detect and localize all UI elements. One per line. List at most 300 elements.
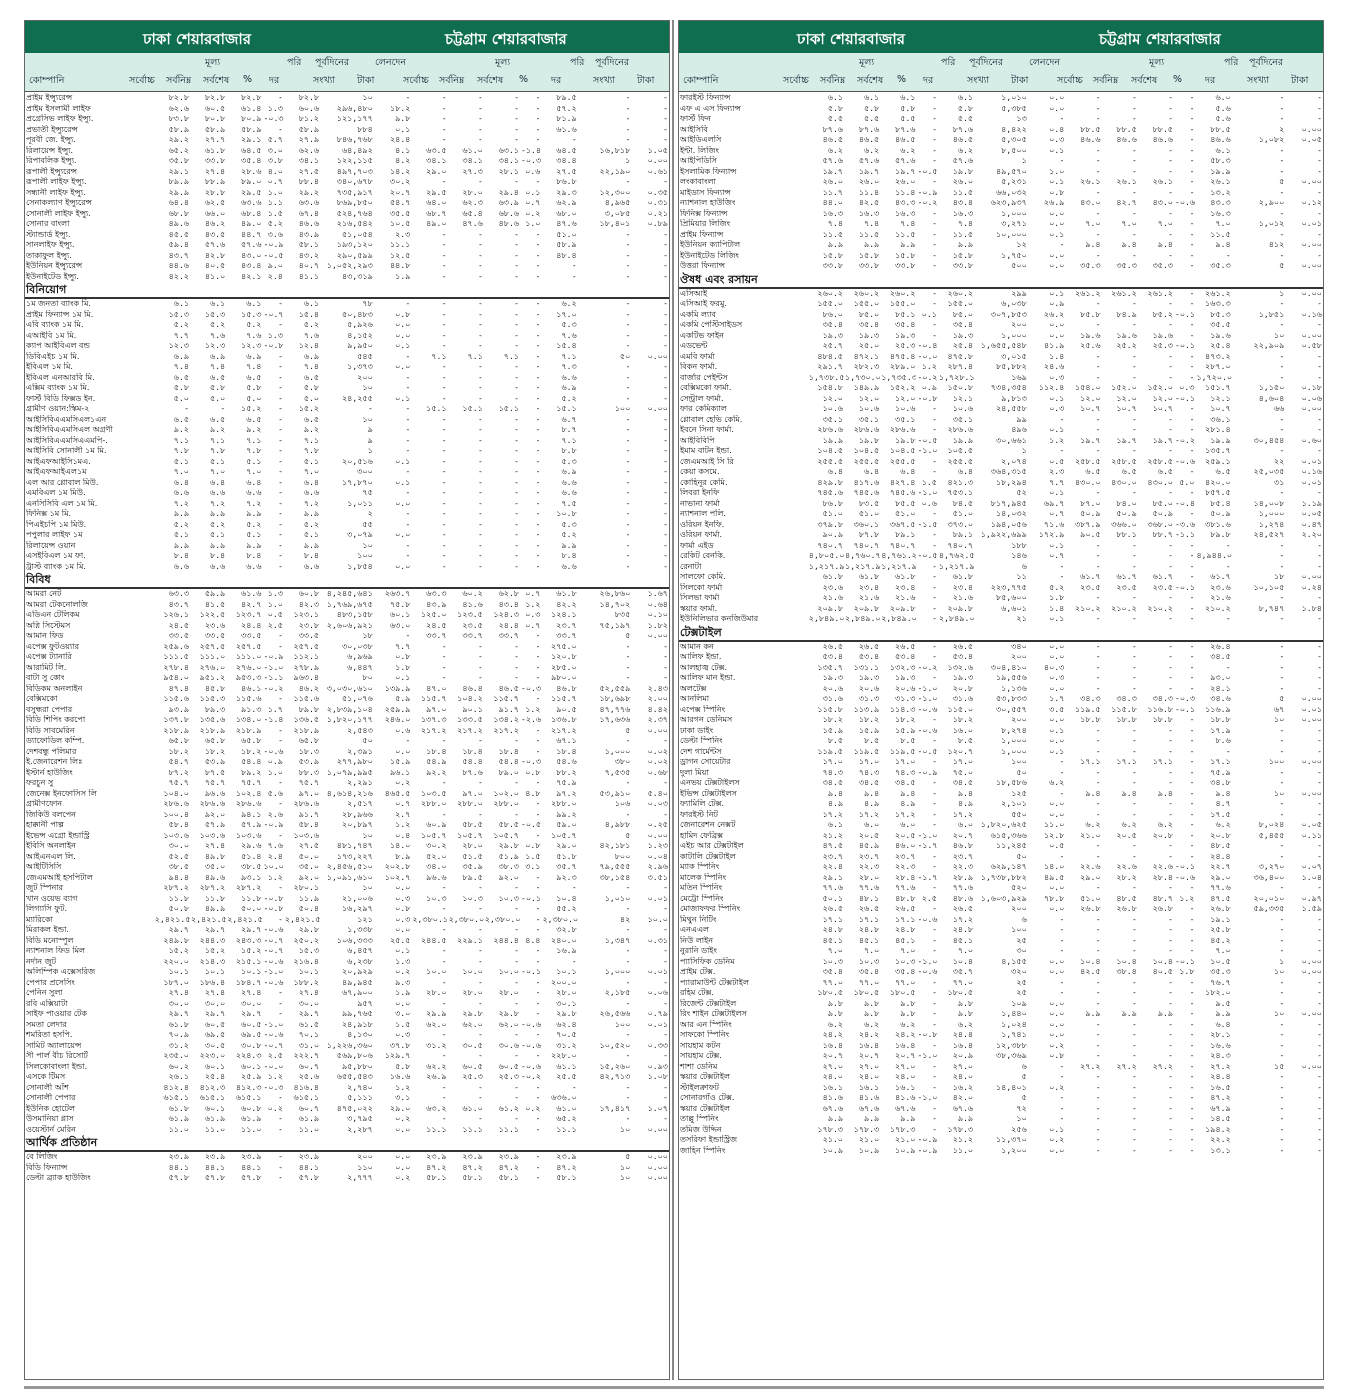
cse-low: ৬২.০	[462, 1019, 483, 1029]
table-row	[679, 1125, 1323, 1136]
dse-low: ৩৫.৪	[858, 320, 880, 329]
company-name: আইএফআইএল১ম	[26, 467, 87, 476]
dse-prev-rate: ৪৮.৬	[952, 893, 974, 903]
cse-volume: -	[1279, 1030, 1285, 1039]
dse-change-pct: -	[932, 736, 937, 745]
cse-change-pct: -	[535, 362, 541, 371]
cse-volume: ১,০০০	[604, 746, 631, 756]
cse-high: -	[1095, 925, 1101, 934]
cse-prev-rate: ১০.৮	[556, 509, 577, 518]
dse-change-pct: -০.৩	[263, 114, 284, 123]
dse-last: ৩৮.৫	[241, 862, 262, 871]
cse-prev-rate: ১৭.৫	[1210, 809, 1231, 819]
dse-high: ২২.৪	[822, 862, 844, 871]
cse-volume: -	[1279, 1124, 1285, 1134]
cse-last: ১১৬.৮	[1147, 704, 1173, 714]
cse-volume: ৫	[625, 631, 631, 640]
cse-last: -	[1168, 767, 1173, 777]
dse-volume: ১,৪৪০	[1001, 1009, 1027, 1018]
header-change-group: পরি	[941, 57, 956, 68]
cse-prev-rate: ৩৮১.৬	[1205, 519, 1231, 529]
dse-prev-rate: ২৯.৭	[298, 1009, 320, 1018]
dse-volume: ৫১,০৭৬	[341, 694, 373, 703]
cse-high: -	[1095, 652, 1101, 661]
dse-change-pct: -	[278, 477, 283, 487]
cse-last: ৯.৪	[1157, 788, 1173, 798]
dse-high: ২৪৯.৮	[163, 935, 190, 945]
company-name: প্যাসিফিক ডেনিম	[680, 956, 735, 966]
dse-volume: ১,০০০	[1001, 736, 1027, 745]
center-divider	[672, 20, 674, 1380]
dse-last: ৮৯.১	[895, 530, 916, 539]
company-name: বেক্সিমকো ফার্মা.	[680, 383, 732, 392]
company-name: ফ্যামিলি টেক্স.	[680, 799, 725, 808]
dse-change-pct: -	[932, 425, 937, 434]
company-name: বিকন ফার্মা.	[680, 362, 718, 371]
dse-change-pct: -	[278, 509, 283, 518]
dse-high: ১৮০.৫	[817, 988, 844, 997]
dse-last: ৪৫.১	[895, 935, 916, 945]
company-name: বে লিজিং	[26, 1152, 58, 1161]
dse-value: ১৭২.৯	[1038, 530, 1065, 539]
cse-value: ১.৮২	[647, 620, 668, 630]
dse-change-pct: -	[278, 1009, 283, 1018]
cse-last: ৭.১	[503, 351, 519, 361]
cse-value: -	[1317, 1124, 1322, 1134]
dse-low: ১৯.৩	[858, 330, 880, 340]
dse-last: ৪৭৫.৪	[889, 351, 916, 361]
dse-change-pct: -	[932, 935, 937, 945]
cse-value: ০.০০	[1301, 967, 1322, 976]
company-name: তাকাফুল ইন্স্যু.	[26, 250, 72, 260]
cse-change-pct: -	[535, 946, 541, 955]
cse-value: ২.৪৩	[647, 683, 668, 693]
dse-volume: ৪,২৪৫,৬৪১	[326, 589, 373, 598]
cse-last: -	[1168, 988, 1173, 997]
table-row	[679, 520, 1323, 531]
cse-change-pct: ০.৭	[525, 589, 541, 598]
dse-change-pct: -	[278, 551, 283, 560]
cse-high: -	[441, 1051, 447, 1060]
dse-volume: ২৫	[1016, 988, 1027, 997]
cse-prev-rate: ৩৪.৪	[556, 156, 577, 165]
company-name: সায়হাম কটন	[680, 1040, 721, 1050]
dse-prev-rate: ২৭৮.৯	[293, 662, 320, 672]
cse-prev-rate: ৮.৪	[561, 551, 577, 560]
dse-value: ২৪৬.০	[384, 715, 411, 724]
dse-high: ৮৭.৬	[822, 124, 844, 134]
dse-volume: ৬	[1021, 914, 1027, 924]
dse-high: ২৩৫.০	[163, 1051, 190, 1060]
dse-volume: ৮৬৯,৮৫০	[336, 198, 373, 207]
dse-prev-rate: ৮৮.৪	[298, 177, 320, 186]
dse-low: ২৩.৬	[204, 620, 226, 630]
cse-volume: -	[625, 1093, 631, 1102]
header-ctg-volume: সংখ্যা	[593, 75, 616, 86]
dse-value: -	[1059, 1072, 1065, 1081]
dse-prev-rate: ১৭.২	[952, 809, 974, 819]
dse-prev-rate: ২৭.৯	[298, 135, 320, 144]
company-name: মতিন স্পিনিং	[680, 883, 723, 892]
cse-change-pct: -০.১	[521, 967, 542, 976]
dse-high: ১৩৭.৮	[163, 715, 190, 724]
table-row	[679, 467, 1323, 478]
dse-volume: ২৪,২৫৫	[341, 393, 373, 403]
dse-value: ০.০	[1049, 250, 1065, 260]
cse-last: -	[1168, 551, 1173, 560]
company-name: সানলাইফ ইন্স্যু.	[26, 240, 75, 249]
dse-low: ২৩.৯	[204, 1152, 226, 1161]
dse-last: ৫১.০	[895, 509, 916, 518]
dse-low: ৯.৯	[864, 1114, 880, 1123]
dse-low: ৬.৪	[210, 477, 226, 487]
dse-low: ৬.২	[864, 1019, 880, 1029]
table-row	[679, 198, 1323, 209]
dse-value: ৫.৮	[395, 1061, 411, 1071]
cse-volume: -	[1279, 156, 1285, 165]
cse-value: -	[1317, 746, 1322, 756]
cse-low: -	[1131, 662, 1137, 672]
dse-last: ১৮.২	[895, 715, 916, 724]
dse-volume: ১৮৮	[1011, 540, 1027, 550]
dse-last: ৪৮.৮	[895, 893, 916, 903]
dse-value: ০.০	[1049, 799, 1065, 808]
dse-last: ২৯.১	[241, 135, 262, 144]
dse-prev-rate: ৪৬.২	[298, 683, 320, 693]
dse-low: ৬.৯	[210, 351, 226, 361]
cse-prev-rate: ২০০.০	[551, 977, 577, 987]
cse-volume: ৪,৯৮৮	[604, 820, 631, 829]
cse-prev-rate: ২৩.৬	[1210, 582, 1231, 592]
company-name: কোহিনূর কেমি.	[680, 477, 728, 487]
dse-change-pct: -	[932, 509, 937, 518]
cse-prev-rate: ৬১.৬	[556, 124, 577, 134]
dse-high: ১০৩.৬	[163, 830, 190, 840]
cse-change-pct: -	[535, 509, 541, 518]
company-name: ফারইস্ট নিট	[680, 809, 718, 819]
cse-high: ৪৩০.০	[1074, 477, 1101, 487]
dse-low: ১৫.২	[204, 946, 226, 955]
cse-volume: -	[625, 250, 631, 260]
dse-low: ৩৩.৫	[204, 631, 226, 640]
dse-prev-rate: ১০.৪	[952, 956, 974, 966]
dse-change-pct: ১.৩	[267, 330, 283, 340]
dse-change-pct: -	[932, 1072, 937, 1081]
cse-last: -	[1168, 103, 1173, 113]
company-name: প্রগ্রেসিভ লাইফ ইন্স্যু.	[26, 114, 94, 123]
cse-high: -	[1095, 1051, 1101, 1060]
cse-volume: -	[625, 446, 631, 455]
dse-volume: ১,৬০৩,৯২৯	[980, 893, 1027, 903]
cse-low: -	[1131, 725, 1137, 735]
cse-value: -	[663, 372, 668, 382]
company-name: ফার্স্ট ফিন	[680, 114, 711, 123]
dse-volume: ১৯৪,০৫৬	[990, 519, 1027, 529]
table-row	[679, 873, 1323, 884]
cse-value: -	[1317, 372, 1322, 382]
dse-prev-rate: ১০.৬	[952, 404, 974, 413]
dse-last: ১৬.১	[895, 1082, 916, 1092]
table-row	[25, 230, 669, 241]
dhaka-market-title: ঢাকা শেয়ারবাজার	[143, 30, 252, 48]
dse-low: ৬৯.৫	[204, 1030, 226, 1039]
company-name: দুলা মিয়া	[680, 767, 709, 777]
dse-prev-rate: ৩৫.০	[298, 862, 320, 871]
cse-volume: -	[1279, 593, 1285, 602]
cse-last: -	[1168, 746, 1173, 756]
company-name: ন্যাশনাল হাউজিং	[680, 198, 736, 207]
company-name: ক্যাপ আইবিএল বন্ড	[26, 341, 90, 350]
company-name: সোনালী পেপার	[26, 1093, 76, 1102]
cse-high: -	[441, 488, 447, 497]
cse-prev-rate: ৩৫.৫	[1210, 320, 1231, 329]
dse-change-pct: -	[932, 925, 937, 934]
dse-low: ৪৫.১	[858, 935, 880, 945]
section-title: বিনিয়োগ	[25, 282, 669, 298]
dse-low: ৮৭.৬	[858, 124, 880, 134]
cse-prev-rate: ২৯.৮	[556, 1009, 577, 1018]
cse-change-pct: -	[535, 956, 541, 966]
cse-high: ৯.৪	[1085, 240, 1101, 249]
dse-prev-rate: ৪৪.১	[298, 1162, 320, 1172]
cse-low: ১৫.১	[462, 404, 483, 413]
cse-volume: -	[1279, 614, 1285, 623]
cse-high: ৫৪.৯	[426, 757, 447, 766]
cse-last: -	[1168, 1124, 1173, 1134]
cse-last: -	[514, 446, 519, 455]
cse-prev-rate: ২৭৫.০	[551, 641, 577, 651]
cse-low: -	[1131, 1040, 1137, 1050]
dse-prev-rate: ৬০.৮	[298, 589, 320, 598]
cse-prev-rate: ২,৩৮০.০	[542, 914, 578, 924]
table-row	[25, 352, 669, 363]
dse-value: -	[1059, 414, 1065, 424]
cse-prev-rate: ৪৬.৬	[1210, 135, 1231, 144]
cse-high: -	[1095, 1082, 1101, 1092]
cse-volume: ১০	[1273, 715, 1285, 724]
cse-value: -	[1317, 725, 1322, 735]
dse-value: ১.০	[1049, 166, 1065, 176]
dse-volume: ২,৩৯১	[347, 746, 373, 756]
dse-value: ১৫.৯	[389, 757, 411, 766]
cse-value: ০.০০	[647, 725, 668, 735]
cse-volume: -	[625, 383, 631, 392]
cse-volume: -	[1279, 998, 1285, 1008]
dse-prev-rate: ২১৮.৯	[293, 725, 320, 735]
dse-high: ২৬০.২	[817, 288, 844, 298]
dse-value: ১.৮	[395, 662, 411, 672]
dse-high: ২৪.৫	[168, 620, 190, 630]
cse-low: ২২৯.১	[457, 935, 483, 945]
table-row	[25, 104, 669, 115]
cse-volume: ২২,১৯০	[599, 166, 631, 176]
dse-value: ২৪.৪	[389, 135, 411, 144]
dse-volume: ১,৬৫৫,৫৪৮	[980, 341, 1027, 350]
cse-prev-rate: ৬.৬	[561, 372, 577, 382]
cse-last: -	[1168, 187, 1173, 197]
cse-volume: ৮০০	[614, 851, 631, 861]
cse-last: -	[1168, 351, 1173, 361]
cse-volume: -	[1279, 414, 1285, 424]
cse-low: -	[1131, 1030, 1137, 1039]
dse-volume: ১০	[362, 93, 373, 102]
dse-change-pct: -	[932, 320, 937, 329]
dse-high: ৪২৯.৮	[817, 477, 844, 487]
cse-last: ৪৮.৭	[1152, 893, 1173, 903]
cse-high: ১০.৩	[426, 893, 447, 903]
cse-value: ০.০১	[1301, 219, 1322, 228]
cse-low: -	[477, 250, 483, 260]
cse-value: ০.০০	[1301, 956, 1322, 966]
cse-low: ১২৩.৫	[457, 610, 483, 619]
cse-volume: -	[625, 372, 631, 382]
company-name: নর্দান জুট	[26, 956, 57, 966]
table-row	[679, 125, 1323, 136]
dse-high: ৫৩.৪	[822, 652, 844, 661]
company-name: রেনাটা	[680, 561, 702, 571]
dse-volume: ৪৯৬	[1011, 425, 1027, 434]
cse-low: ৪৭.২	[462, 1162, 483, 1172]
cse-high: -	[441, 114, 447, 123]
cse-volume: ১,০০০	[1258, 509, 1285, 518]
cse-value: ০.০০	[647, 404, 668, 413]
dse-value: -	[405, 551, 411, 560]
cse-prev-rate: ১৯.৯	[1210, 435, 1231, 445]
dse-prev-rate: ৬১.৮	[952, 572, 974, 581]
dse-value: ০.০	[395, 1152, 411, 1161]
company-name: সালফো কেমি.	[680, 572, 726, 581]
company-name: আলিফ মান ইন্ডা.	[680, 673, 736, 682]
table-row	[25, 1020, 669, 1031]
section-title: টেক্সটাইল	[679, 625, 1323, 641]
cse-low: ২৮৮.০	[457, 799, 483, 808]
cse-change-pct: -	[535, 240, 541, 249]
cse-change-pct: -	[1189, 767, 1195, 777]
cse-last: -	[1168, 809, 1173, 819]
dse-prev-rate: ৬.৪	[957, 467, 974, 476]
dse-change-pct: -	[278, 456, 283, 466]
cse-prev-rate: ১০.১	[556, 967, 577, 976]
cse-high: -	[441, 540, 447, 550]
dse-last: ১৮.২	[241, 746, 262, 756]
cse-value: ১.০৪	[1301, 872, 1322, 882]
dse-prev-rate: ১০.১	[298, 967, 320, 976]
dse-prev-rate: ৪০.৭	[298, 261, 320, 270]
dse-high: ২৬.৫	[822, 641, 844, 651]
table-row	[679, 394, 1323, 405]
dse-last: ৩৩.৮	[895, 261, 916, 270]
table-row	[25, 320, 669, 331]
dse-prev-rate: ১৬.০	[952, 725, 974, 735]
header-company: কোম্পানি	[683, 75, 719, 86]
dse-last: ১০.৬	[895, 404, 916, 413]
cse-change-pct: -	[535, 93, 541, 102]
table-row	[25, 240, 669, 251]
dse-change-pct: -	[278, 1152, 283, 1161]
dse-volume: ২,৭৭৭	[347, 1173, 373, 1182]
cse-low: -	[477, 383, 483, 392]
cse-last: -	[1168, 299, 1173, 308]
cse-volume: ১০	[1273, 330, 1285, 340]
dse-low: ১৯.৩	[858, 673, 880, 682]
cse-value: -	[663, 320, 668, 329]
cse-volume: ৩৮,১৫৪	[599, 872, 631, 882]
cse-change-pct: -	[1189, 250, 1195, 260]
cse-low: -	[477, 809, 483, 819]
cse-last: ২৯.৪	[498, 187, 519, 197]
dse-low: ৬.৫	[210, 372, 226, 382]
company-name: অগ্নি সিস্টেমস	[26, 620, 71, 630]
cse-value: -	[663, 488, 668, 497]
dse-prev-rate: ১৩২.৬	[947, 662, 974, 672]
dse-prev-rate: ৪১.১	[298, 271, 320, 281]
cse-change-pct: -	[535, 488, 541, 497]
dse-prev-rate: ৩৪.১	[298, 156, 320, 165]
cse-prev-rate: ৮৫.৩	[1210, 309, 1231, 319]
dse-low: ১৫৫.০	[853, 299, 880, 308]
dse-last: ২২৪.৩	[235, 1051, 262, 1060]
cse-value: -	[1317, 187, 1322, 197]
cse-last: -	[1168, 1040, 1173, 1050]
cse-last: ৪৩.০	[1152, 198, 1173, 207]
cse-last: -	[514, 904, 519, 913]
table-row	[25, 488, 669, 499]
dse-change-pct: -০.৮	[263, 904, 284, 913]
dse-prev-rate: ২৪.৪	[952, 1030, 974, 1039]
cse-change-pct: -	[535, 114, 541, 123]
dse-value: ০.১	[395, 456, 411, 466]
dse-value: ০.২	[395, 778, 411, 787]
dse-prev-rate: ১৫.৮	[952, 250, 974, 260]
dse-high: ১৮.২	[168, 746, 190, 756]
cse-high: ৩৫.৩	[1080, 261, 1101, 270]
cse-high: ৩১.২	[426, 1040, 447, 1050]
cse-prev-rate: ৫.২	[561, 530, 577, 539]
table-row	[679, 663, 1323, 674]
cse-low: -	[1131, 998, 1137, 1008]
table-row	[679, 209, 1323, 220]
company-name: বিডি ফিন্যান্স	[26, 1162, 68, 1172]
cse-last: -	[514, 498, 519, 508]
dse-value: ০.৮	[395, 652, 411, 661]
dse-prev-rate: ১২.১	[952, 393, 974, 403]
cse-change-pct: ০.৬	[525, 166, 541, 176]
dse-prev-rate: ৩৩.৮	[952, 261, 974, 270]
dse-last: ১৯.৭	[895, 166, 916, 176]
dse-prev-rate: ২৫.৬	[298, 1072, 320, 1081]
dse-last: ৯৫৩.৩	[235, 673, 262, 682]
dse-value: ১৪.০	[389, 841, 411, 850]
cse-high: ৯০.৫	[1080, 530, 1101, 539]
cse-value: -	[1317, 767, 1322, 777]
cse-low: -	[1131, 1135, 1137, 1144]
cse-value: -	[1317, 229, 1322, 239]
cse-low: -	[1131, 746, 1137, 756]
table-row	[25, 530, 669, 541]
dse-change-pct: -	[278, 778, 283, 787]
dse-prev-rate: ২৬.৫	[952, 904, 974, 913]
cse-high: -	[1095, 1030, 1101, 1039]
cse-volume: -	[1279, 662, 1285, 672]
dse-last: ২৪.০	[895, 1072, 916, 1081]
cse-low: -	[1131, 1072, 1137, 1081]
company-name: তসরিফা ইন্ডাস্ট্রিজ	[680, 1135, 738, 1144]
cse-high: ২৬.৯	[426, 1072, 447, 1081]
dse-low: ২১৪.৩	[199, 956, 226, 966]
cse-high: -	[441, 778, 447, 787]
table-row	[25, 789, 669, 800]
cse-last: -	[1168, 540, 1173, 550]
